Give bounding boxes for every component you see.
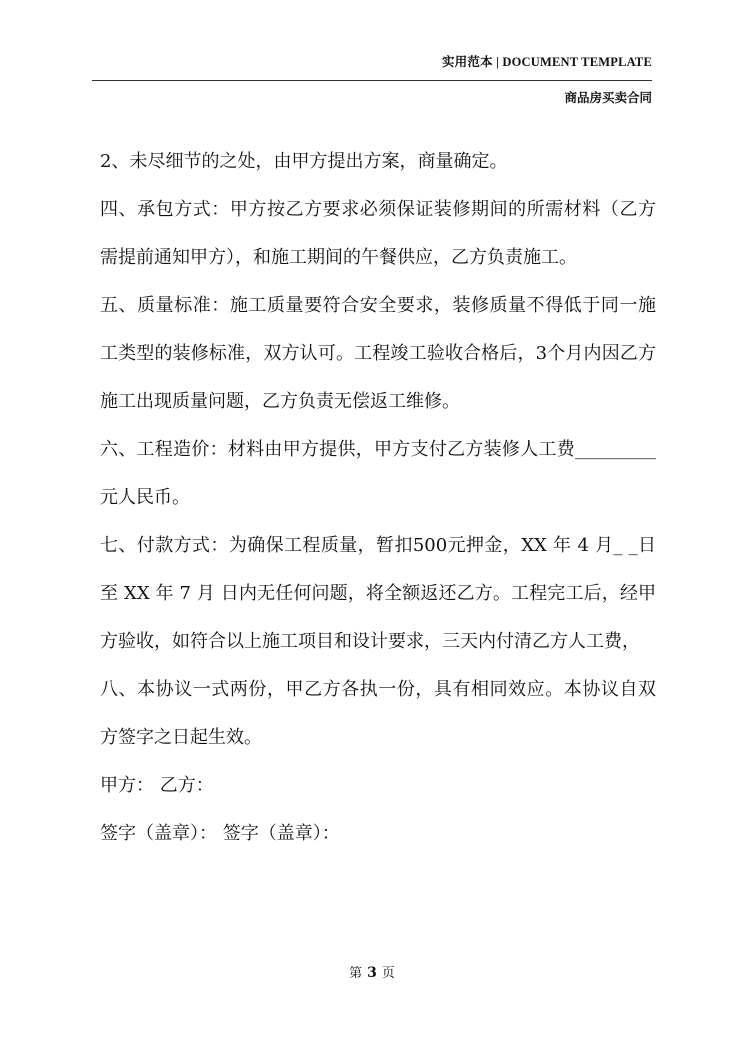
header-divider (92, 80, 652, 81)
paragraph-clause-2: 2、未尽细节的之处，由甲方提出方案，商量确定。 (100, 151, 508, 172)
paragraph-agreement-copies: 八、本协议一式两份，甲乙方各执一份，具有相同效应。本协议自双方签字之日起生效。 (100, 679, 656, 748)
paragraph-contract-method: 四、承包方式：甲方按乙方要求必须保证装修期间的所需材料（乙方需提前通知甲方），和施工期间的午餐供应，乙方负责施工。 (100, 199, 656, 268)
page-prefix: 第 (349, 966, 363, 981)
paragraph-signatures: 签字（盖章）： 签字（盖章）： (100, 823, 340, 844)
header-template-label: 实用范本 | DOCUMENT TEMPLATE (441, 55, 652, 69)
paragraph-parties: 甲方： 乙方： (100, 775, 214, 796)
paragraph-project-cost: 六、工程造价：材料由甲方提供，甲方支付乙方装修人工费_________元人民币。 (100, 439, 656, 508)
page-number: 3 (367, 965, 377, 981)
paragraph-payment-method: 七、付款方式：为确保工程质量，暂扣500元押金，XX 年 4 月_ _日至 XX 年 7 月 日内无任何问题，将全额返还乙方。工程完工后，经甲方验收，如符合以上施工项目和设计要求，三天内付清乙方人工费， (100, 535, 656, 652)
paragraph-quality-standard: 五、质量标准：施工质量要符合安全要求，装修质量不得低于同一施工类型的装修标准，双方认可。工程竣工验收合格后，3个月内因乙方施工出现质量问题，乙方负责无偿返工维修。 (100, 295, 656, 412)
document-body (100, 138, 656, 858)
page-suffix: 页 (381, 966, 395, 981)
header-doc-title: 商品房买卖合同 (564, 90, 652, 105)
page-number-footer (0, 962, 744, 981)
